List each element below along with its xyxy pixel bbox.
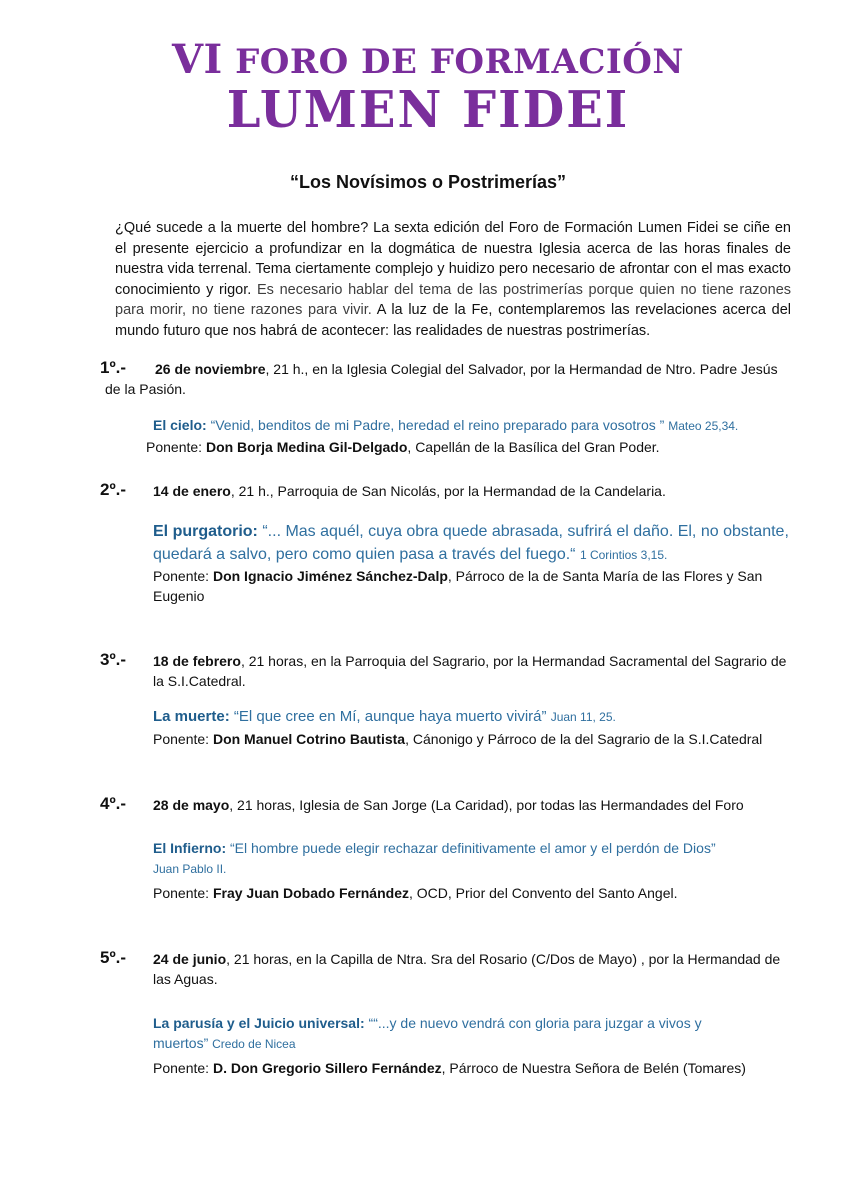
session-1-speaker: [146, 437, 786, 457]
session-3-details: , 21 horas, en la Parroquia del Sagrario, por la Hermandad Sacramental del Sagrario de la S.I.Catedral.: [153, 653, 787, 689]
session-2-speaker-role: , Párroco de la de Santa María de las Flores y San Eugenio: [153, 568, 763, 604]
session-3-number: 3º.-: [100, 650, 127, 669]
session-2-speaker-label: Ponente:: [153, 568, 210, 584]
session-4-ref: Juan Pablo II.: [153, 862, 227, 876]
session-2-quote: “... Mas aquél, cuya obra quede abrasada, sufrirá el daño. El, no obstante, quedará a salvo, pero como quien pasa a través del fuego.“: [153, 523, 789, 563]
subtitle: “Los Novísimos o Postrimerías”: [289, 172, 567, 192]
session-3-speaker: [153, 729, 813, 749]
session-1-speaker-label: Ponente:: [146, 439, 203, 455]
title-prefix: VI: [172, 36, 223, 83]
session-2-theme-label: El purgatorio:: [153, 523, 258, 540]
title-line-2: LUMEN FIDEI: [226, 80, 630, 140]
session-5-theme-label: La parusía y el Juicio universal:: [153, 1015, 365, 1031]
session-5-speaker-name: D. Don Gregorio Sillero Fernández: [212, 1060, 442, 1076]
session-5-theme: [153, 1013, 753, 1054]
session-3-theme: [153, 707, 793, 727]
session-3-quote: “El que cree en Mí, aunque haya muerto vivirá”: [233, 708, 547, 725]
session-2-details: , 21 h., Parroquia de San Nicolás, por la Hermandad de la Candelaria.: [230, 483, 666, 499]
intro-part-3: A la luz de la Fe, contemplaremos las revelaciones acerca del mundo futuro que nos habrá de acontecer: las realidades de nuestras postrimerías.: [115, 302, 792, 339]
session-5-number: 5º.-: [100, 948, 127, 967]
session-4-number: 4º.-: [100, 794, 127, 813]
session-5-header: [153, 949, 793, 989]
title-forum: FORO DE FORMACIÓN: [235, 42, 684, 82]
session-4-theme-label: El Infierno:: [153, 840, 227, 856]
session-1-header: [105, 359, 793, 399]
session-5-speaker-label: Ponente:: [153, 1060, 210, 1076]
session-1-quote: “Venid, benditos de mi Padre, heredad el reino preparado para vosotros ”: [210, 417, 665, 433]
title-line-1: [0, 36, 856, 83]
intro-part-2: Es necesario hablar del tema de las postrimerías porque quien no tiene razones para morir, no tiene razones para vivir.: [115, 281, 792, 319]
session-1-theme-label: El cielo:: [153, 417, 207, 433]
session-5-speaker-role: , Párroco de Nuestra Señora de Belén (Tomares): [441, 1060, 746, 1076]
intro-paragraph: [115, 218, 791, 342]
session-2-ref: 1 Corintios 3,15.: [579, 548, 668, 562]
session-1-date: 26 de noviembre: [155, 361, 266, 377]
session-1-number: 1º.-: [100, 358, 127, 377]
session-5-details: , 21 horas, en la Capilla de Ntra. Sra del Rosario (C/Dos de Mayo) , por la Hermandad de las Aguas.: [153, 951, 781, 987]
session-3-header: [153, 651, 793, 691]
session-1-ref: Mateo 25,34.: [668, 419, 739, 433]
session-4-date: 28 de mayo: [153, 797, 230, 813]
session-1-details: , 21 h., en la Iglesia Colegial del Salvador, por la Hermandad de Ntro. Padre Jesús de la Pasión.: [105, 361, 778, 397]
session-4-details: , 21 horas, Iglesia de San Jorge (La Caridad), por todas las Hermandades del Foro: [229, 797, 744, 813]
session-5-speaker: [153, 1058, 793, 1078]
session-2-speaker-name: Don Ignacio Jiménez Sánchez-Dalp: [212, 568, 448, 584]
session-4-speaker: [153, 883, 793, 903]
session-1-speaker-role: , Capellán de la Basílica del Gran Poder.: [407, 439, 660, 455]
session-4-speaker-label: Ponente:: [153, 885, 210, 901]
session-4-speaker-name: Fray Juan Dobado Fernández: [212, 885, 409, 901]
session-3-speaker-role: , Cánonigo y Párroco de la del Sagrario de la S.I.Catedral: [405, 731, 763, 747]
session-3-speaker-label: Ponente:: [153, 731, 210, 747]
session-4-quote: “El hombre puede elegir rechazar definitivamente el amor y el perdón de Dios”: [230, 840, 716, 856]
session-4-theme: [153, 838, 773, 879]
session-3-date: 18 de febrero: [153, 653, 241, 669]
session-1-speaker-name: Don Borja Medina Gil-Delgado: [205, 439, 408, 455]
session-2-theme: [153, 520, 793, 567]
session-3-speaker-name: Don Manuel Cotrino Bautista: [212, 731, 406, 747]
intro-part-1: ¿Qué sucede a la muerte del hombre? La sexta edición del Foro de Formación Lumen Fidei se ciñe en el presente ejercicio a profundizar en la dogmática de nuestra Iglesia acerca de las horas finales de nuestra vida terrenal. Tema ciertamente complejo y huidizo pero necesario de afrontar con el mas exacto conocimiento y rigor.: [115, 220, 791, 298]
session-5-ref: Credo de Nicea: [212, 1037, 296, 1051]
session-2-date: 14 de enero: [153, 483, 231, 499]
session-2-speaker: [153, 566, 793, 606]
session-2-number: 2º.-: [100, 480, 127, 499]
session-4-speaker-role: , OCD, Prior del Convento del Santo Angel.: [409, 885, 678, 901]
session-3-ref: Juan 11, 25.: [550, 710, 616, 724]
session-4-header: [153, 795, 813, 815]
session-2-header: [153, 481, 793, 501]
session-3-theme-label: La muerte:: [153, 708, 230, 725]
session-5-quote: ““...y de nuevo vendrá con gloria para juzgar a vivos y muertos”: [153, 1015, 702, 1051]
session-5-date: 24 de junio: [153, 951, 227, 967]
session-1-theme: [153, 415, 793, 436]
